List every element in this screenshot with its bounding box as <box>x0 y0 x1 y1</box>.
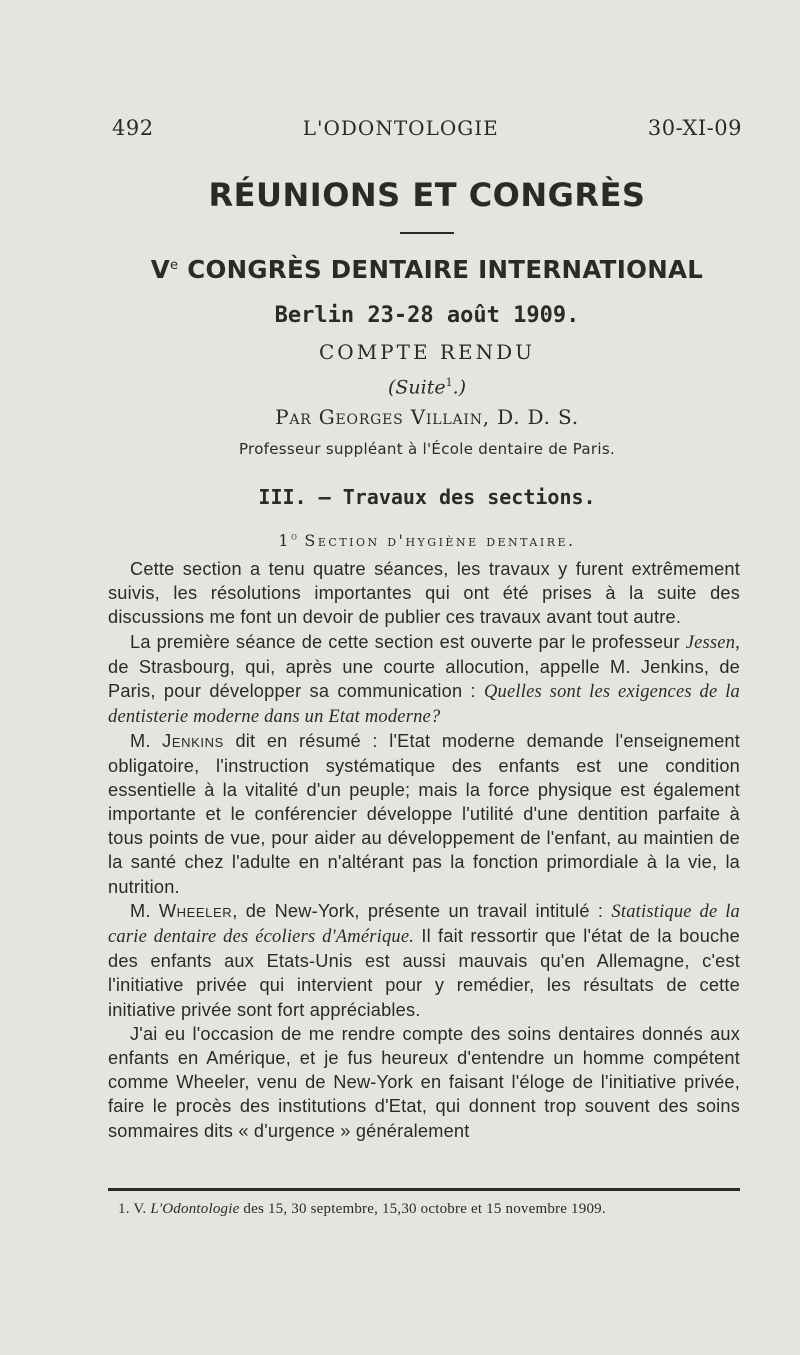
footnote <box>118 1201 738 1218</box>
p3-name: Jenkins <box>162 731 224 752</box>
congress-name: CONGRÈS DENTAIRE INTERNATIONAL <box>187 255 704 284</box>
congress-ordinal-sup: e <box>170 258 179 273</box>
subsection-number: 1 <box>278 531 292 550</box>
suite-text: (Suite <box>387 376 446 399</box>
part-title: III. — Travaux des sections. <box>258 485 596 509</box>
p4-text-a: , de New-York, présente un travail intitulé : <box>232 900 612 921</box>
subsection-title <box>112 531 742 550</box>
paragraph-2 <box>108 630 740 730</box>
issue-date: 30-XI-09 <box>647 116 742 140</box>
p4-text-b: Il fait ressortir que l'état de la bouche des enfants aux Etats-Unis est aussi mauvais qu'en Allemagne, c'est l'initiative privée qui intervient pour y remédier, les résultats de cette initiative privée sont fort appréciables. <box>108 926 740 1020</box>
continuation-note <box>112 376 742 398</box>
suite-close: .) <box>452 376 467 399</box>
page-number: 492 <box>112 116 154 140</box>
footnote-text-b: des 15, 30 septembre, 15,30 octobre et 15 novembre 1909. <box>239 1201 606 1217</box>
footnote-text-a: 1. V. <box>118 1201 151 1217</box>
footnote-ref: 1 <box>445 376 453 389</box>
paragraph-5: J'ai eu l'occasion de me rendre compte des soins dentaires donnés aux enfants en Amérique, et je fus heureux d'entendre un homme compétent comme Wheeler, venu de New-York en faisant l'éloge de l'initiative privée, faire le procès des institutions d'Etat, qui donnent trop souvent des soins sommaires dits « d'urgence » généralement <box>108 1023 740 1141</box>
running-head <box>112 116 742 140</box>
author-title: Professeur suppléant à l'École dentaire de Paris. <box>238 440 616 458</box>
author-line: Par Georges Villain, D. D. S. <box>275 405 579 429</box>
p4-m: M. <box>130 900 159 921</box>
congress-place-dates: Berlin 23-28 août 1909. <box>274 303 580 328</box>
p2-text-b: de Strasbourg, qui, après une courte allocution, appelle M. Jenkins, de Paris, pour développer sa communication : <box>108 656 740 702</box>
p3-text: dit en résumé : l'Etat moderne demande l'enseignement obligatoire, l'instruction systématique des enfants est une condition essentielle à la vitalité d'un peuple; mais la force physique est également importante et le conférencier développe l'utilité d'une dentition parfaite à tous points de vue, pour aider au développement de l'enfant, au maintien de la santé chez l'adulte en n'altérant pas la fonction primordiale à la vie, la nutrition. <box>108 731 740 897</box>
p4-name: Wheeler <box>158 900 233 921</box>
footnote-rule <box>108 1188 740 1191</box>
subsection-name: Section d'hygiène dentaire. <box>296 531 576 550</box>
p3-m: M. <box>130 731 163 752</box>
subsection-sup: o <box>291 531 297 543</box>
p4-work-title: Statistique de la carie dentaire des écoliers d'Amérique. <box>108 901 740 948</box>
p2-communication-title: Quelles sont les exigences de la dentisterie moderne dans un Etat moderne? <box>108 682 740 728</box>
journal-name: L'ODONTOLOGIE <box>302 116 499 140</box>
p2-name-jessen: Jessen, <box>685 632 740 653</box>
p2-text-a: La première séance de cette section est ouverte par le professeur <box>130 631 686 652</box>
paragraph-1: Cette section a tenu quatre séances, les travaux y furent extrêmement suivis, les résolutions importantes qui ont été prises à la suite des discussions me font un devoir de publier ces travaux avant tout autre. <box>108 559 740 628</box>
congress-ordinal: V <box>150 255 171 284</box>
footnote-journal: L'Odontologie <box>150 1201 240 1217</box>
report-label: COMPTE RENDU <box>319 340 535 364</box>
paragraph-3 <box>108 729 740 898</box>
section-title: RÉUNIONS ET CONGRÈS <box>208 176 646 214</box>
title-rule <box>400 232 454 234</box>
congress-title <box>112 255 742 284</box>
body-text <box>108 557 740 1143</box>
paragraph-4 <box>108 899 740 1022</box>
